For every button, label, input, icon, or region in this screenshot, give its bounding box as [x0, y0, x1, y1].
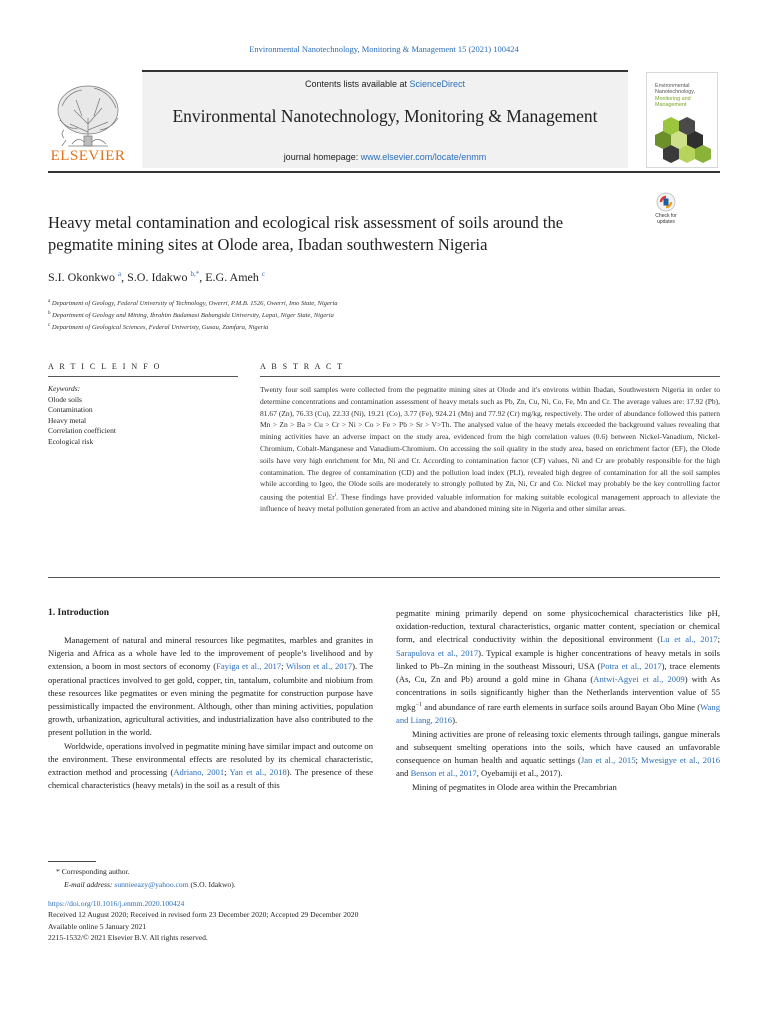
citation-link[interactable]: Wilson et al., 2017	[285, 661, 353, 672]
abstract-text: Twenty four soil samples were collected from the pegmatite mining sites at Olode and it's environs within Ibadan, Southwestern Nigeria in order to determine concentrations and contamination assessment of heavy metals such as Pb, Zn, Cu, Ni, Co, Fe, Mn and Cr. The average values are: 17.92 (Pb), 81.67 (Zn), 76.33 (Cu), 22.33 (Ni), 19.21 (Co), 3.77 (Fe), 924.21 (Mn) and 77.92 (Cr) mg/kg, respectively. The order of abundance followed this pattern Mn > Zn > Ba > Cu > Cr > Ni > Co > Fe > Pb > Sr > V>Th. The analysed value of the heavy metals exceeded the background values revealing that mining activities have an adverse impact on the study area, evidenced from the high correlation values (0.6) between Nickel-Vanadium, Nickel-Chromium, Cobalt-Manganese and Vanadium-Chromium. On accessing the soil quality in the study area, based on enrichment factor (EF), the Olode soils have very high enrichment for Mn, Ni and Cr. According to contamination factor (CF) values, Ni and Cr are probably responsible for the high contamination. The degree of contamination (CD) and the pollution load index (PLI), revealed high degree of contamination for all the soil samples while according to Igeo, the Olode soils are moderately to strongly polluted by Zn, Ni, Cr and Co. Nickel may probably be the key controlling factor causing the potential Er	[260, 385, 720, 502]
article-info-heading: A R T I C L E I N F O	[48, 362, 162, 371]
paragraph-text: pegmatite mining primarily depend on some physicochemical characteristics like pH, oxidation-reduction, textural characteristics, organic matter content, speciation or chemical form, and electrical conductivity within the depositional environment (	[396, 608, 720, 645]
cover-title	[655, 83, 715, 109]
check-updates-line: updates	[657, 218, 675, 225]
affiliation-mark: c	[48, 323, 51, 329]
sciencedirect-link[interactable]: ScienceDirect	[409, 79, 466, 89]
cover-line: Management	[655, 102, 687, 109]
keyword-item: Ecological risk	[48, 436, 94, 446]
citation-link[interactable]: Adriano, 2001	[173, 767, 225, 778]
journal-cover-thumbnail[interactable]	[646, 72, 718, 168]
intro-paragraph	[396, 781, 720, 794]
citation-link[interactable]: Benson et al., 2017	[410, 768, 477, 779]
copyright-line: 2215-1532/© 2021 Elsevier B.V. All rights reserved.	[48, 933, 208, 943]
paragraph-text: and	[396, 768, 411, 779]
paragraph-text: ). Typical example is higher concentrations of heavy metals in soils linked to Pb–Zn mining in the southeast Missouri, USA (	[396, 647, 720, 671]
author-name[interactable]: S.O. Idakwo	[127, 270, 188, 284]
author-affiliation-mark[interactable]: b,*	[190, 270, 200, 278]
paragraph-text: ;	[717, 634, 720, 645]
keyword-item: Correlation coefficient	[48, 426, 116, 435]
affiliation-mark: a	[48, 299, 51, 304]
abstract-text: . These findings have provided valuable information for making suitable ecological management approach to alleviate the influence of heavy metal pollution generated from an active and abandoned mining site in Nigeria and other similar areas.	[260, 492, 720, 514]
citation-link[interactable]: Potra et al., 2017	[600, 660, 662, 671]
email-link[interactable]: sunnieeazy@yahoo.com	[114, 880, 189, 889]
article-title: Heavy metal contamination and ecological risk assessment of soils around the pegmatite mining sites at Olode area, Ibadan southwestern Nigeria	[48, 213, 564, 254]
intro-left-column	[48, 634, 373, 792]
keyword-item: Heavy metal	[48, 415, 87, 425]
abstract-rule	[260, 376, 720, 377]
contents-prefix: Contents lists available at	[304, 79, 410, 89]
journal-title: Environmental Nanotechnology, Monitoring & Management	[172, 106, 598, 126]
paragraph-text: ;	[281, 661, 286, 672]
check-updates-icon	[656, 192, 676, 212]
homepage-prefix: journal homepage:	[283, 152, 361, 162]
affiliation-text: Department of Geology and Mining, Ibrahim Badamasi Babangida University, Lapai, Niger State, Nigeria	[52, 312, 334, 320]
author-affiliation-mark[interactable]: a	[118, 270, 122, 278]
paragraph-text: , Oyebamiji et al., 2017).	[476, 768, 563, 779]
paragraph-text: Worldwide, operations involved in pegmatite mining have similar impact and outcome on the environment. These environmental effects are resoluted by its chemical characteristic, extraction method and processing (	[48, 740, 373, 778]
corresponding-author-note	[48, 865, 548, 878]
affiliations	[48, 296, 648, 335]
homepage-line	[142, 152, 628, 162]
check-updates-line: Check for	[655, 213, 677, 219]
check-for-updates-badge[interactable]	[646, 192, 686, 230]
author-name[interactable]: S.I. Okonkwo	[48, 270, 116, 284]
affiliation-text: Department of Geology, Federal University of Technology, Owerri, P.M.B. 1526, Owerri, Imo State, Nigeria	[51, 300, 338, 308]
cover-line: Environmental	[655, 83, 690, 89]
author-separator: ,	[121, 270, 128, 284]
corresponding-author-text: Corresponding author.	[61, 867, 130, 876]
paragraph-text: ). The operational practices involved to get gold, copper, tin, tantalum, columbite and niobium from these resources like pegmatites or even mining the pegmatite for construction purpose have pessimistically impacted the environment. Although, other than mining activities, population growth, urbanization, agricultural activities, and industrialization have also contributed to the present pollution in the world.	[48, 661, 373, 738]
author-list	[48, 270, 265, 285]
masthead-rule-bottom	[48, 171, 720, 173]
email-label: E-mail address:	[64, 880, 113, 889]
available-online: Available online 5 January 2021	[48, 921, 147, 931]
citation-link[interactable]: Antwi-Agyei et al., 2009	[593, 674, 685, 685]
footnote-rule	[48, 861, 96, 862]
email-suffix: (S.O. Idakwo).	[188, 880, 236, 889]
cover-line: Monitoring and	[655, 95, 691, 102]
intro-right-column	[396, 607, 720, 794]
citation-link[interactable]: Wang and Liang, 2016	[396, 702, 720, 726]
paragraph-text: and abundance of rare earth elements in surface soils around Bayan Obo Mine (	[421, 702, 701, 713]
paragraph-text: ) with As concentrations in soils significantly higher than the Netherlands intervention value of 55 mgkg	[396, 674, 721, 713]
abstract-heading: A B S T R A C T	[260, 362, 345, 371]
keyword-item: Olode soils	[48, 394, 82, 404]
introduction-heading: 1. Introduction	[48, 608, 110, 618]
author-name[interactable]: E.G. Ameh	[205, 270, 259, 284]
footnotes	[48, 865, 548, 891]
paragraph-text: ). The presence of these chemical characteristics (heavy metals) in the soil as a result of this	[48, 767, 374, 791]
paragraph-text: ;	[224, 767, 230, 778]
abstract-body	[260, 384, 720, 515]
footnote-mark: *	[56, 867, 60, 876]
elsevier-wordmark: ELSEVIER	[50, 148, 126, 164]
intro-paragraph	[396, 607, 720, 728]
homepage-link[interactable]: www.elsevier.com/locate/enmm	[360, 152, 487, 162]
affiliation-text: Department of Geological Sciences, Federal Univeristy, Gusau, Zamfara, Nigeria	[51, 324, 269, 332]
citation-link[interactable]: Fayiga et al., 2017	[216, 661, 282, 672]
check-updates-label	[646, 214, 686, 225]
contents-line	[142, 79, 628, 89]
cover-hexagons-graphic	[651, 113, 715, 167]
abstract-bottom-rule	[48, 577, 720, 578]
intro-paragraph	[48, 634, 373, 740]
received-dates: Received 12 August 2020; Received in revised form 23 December 2020; Accepted 29 December 2020	[48, 910, 359, 920]
author-separator: ,	[199, 270, 206, 284]
author-affiliation-mark[interactable]: c	[261, 270, 265, 278]
publication-info	[48, 898, 648, 944]
citation-link[interactable]: Yan et al., 2018	[229, 767, 287, 778]
citation-link[interactable]: Lu et al., 2017	[660, 634, 718, 645]
superscript: −1	[415, 702, 422, 709]
article-info-rule	[48, 376, 238, 377]
affiliation-mark: b	[48, 311, 51, 317]
journal-citation[interactable]: Environmental Nanotechnology, Monitoring & Management 15 (2021) 100424	[249, 44, 519, 54]
citation-link[interactable]: Mwesigye et al., 2016	[641, 755, 720, 766]
keyword-item: Contamination	[48, 405, 93, 414]
paragraph-text: Mining of pegmatites in Olode area within the Precambrian	[412, 781, 617, 792]
paragraph-text: Management of natural and mineral resources like pegmatites, marbles and granites in Nigeria and Africa as a whole have led to the improvement of people’s livelihood and by extension, a boom in most sectors of economy (	[48, 635, 373, 672]
doi-link[interactable]: https://doi.org/10.1016/j.enmm.2020.100424	[48, 899, 185, 908]
citation-link[interactable]: Sarapulova et al., 2017	[396, 647, 479, 658]
keywords-label: Keywords:	[48, 384, 81, 393]
intro-paragraph	[396, 728, 720, 781]
abstract-superscript: i	[334, 493, 337, 499]
keywords-block	[48, 384, 238, 447]
paragraph-text: ).	[452, 715, 458, 726]
intro-paragraph	[48, 740, 373, 793]
email-note	[48, 878, 548, 891]
affiliation-line	[48, 320, 648, 334]
paragraph-text: Mining activities are prone of releasing toxic elements through tailings, gangue minerals and subsequent smelting operations into the soils, which have caused an unfavorable consequence on human health and aquatic settings (	[396, 728, 720, 766]
cover-line: Nanotechnology,	[655, 89, 696, 96]
paragraph-text: ;	[635, 755, 642, 766]
paragraph-text: ), trace elements (As, Cu, Zn and Pb) around a gold mine in Ghana (	[396, 660, 720, 685]
citation-link[interactable]: Jan et al., 2015	[580, 755, 636, 766]
